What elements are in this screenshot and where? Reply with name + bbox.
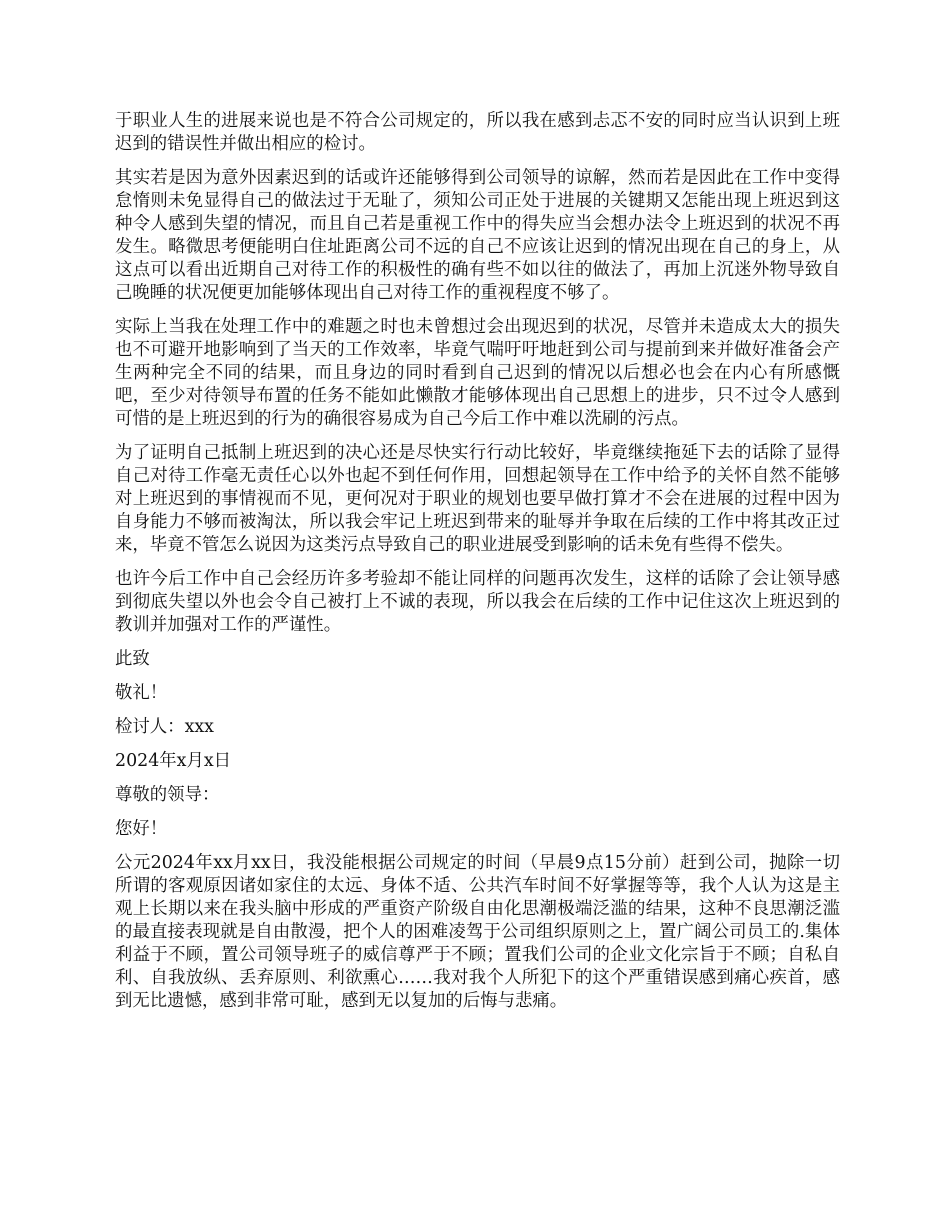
salutation-line: 尊敬的领导：: [115, 785, 220, 805]
document-page: [115, 110, 840, 1024]
closing-line-2: 敬礼！: [115, 683, 168, 703]
second-letter-body: 公元2024年xx月xx日，我没能根据公司规定的时间（早晨9点15分前）赶到公司，抛除一切所谓的客观原因诸如家住的太远、身体不适、公共汽车时间不好掌握等等，我个人认为这是主观上长期以来在我头脑中形成的严重资产阶级自由化思潮极端泛滥的结果，这种不良思潮泛滥的最直接表现就是自由散漫，把个人的困难凌驾于公司组织原则之上，置广阔公司员工的.集体利益于不顾，置公司领导班子的威信尊严于不顾；置我们公司的企业文化宗旨于不顾；自私自利、自我放纵、丢弃原则、利欲熏心……我对我个人所犯下的这个严重错误感到痛心疾首，感到无比遗憾，感到非常可耻，感到无以复加的后悔与悲痛。: [115, 853, 840, 1011]
paragraph-1: 于职业人生的进展来说也是不符合公司规定的，所以我在感到忐忑不安的同时应当认识到上班迟到的错误性并做出相应的检讨。: [115, 111, 840, 154]
date-line: 2024年x月x日: [115, 751, 232, 771]
greeting-line: 您好！: [115, 819, 168, 839]
closing-line-1: 此致: [115, 649, 150, 669]
paragraph-5: 也许今后工作中自己会经历许多考验却不能让同样的问题再次发生，这样的话除了会让领导感到彻底失望以外也会令自己被打上不诚的表现，所以我会在后续的工作中记住这次上班迟到的教训并加强对工作的严谨性。: [115, 569, 840, 635]
paragraph-4: 为了证明自己抵制上班迟到的决心还是尽快实行行动比较好，毕竟继续拖延下去的话除了显得自己对待工作毫无责任心以外也起不到任何作用，回想起领导在工作中给予的关怀自然不能够对上班迟到的事情视而不见，更何况对于职业的规划也要早做打算才不会在进展的过程中因为自身能力不够而被淘汰，所以我会牢记上班迟到带来的耻辱并争取在后续的工作中将其改正过来，毕竟不管怎么说因为这类污点导致自己的职业进展受到影响的话未免有些得不偿失。: [115, 443, 840, 555]
signer-line: 检讨人：xxx: [115, 717, 214, 737]
paragraph-3: 实际上当我在处理工作中的难题之时也未曾想过会出现迟到的状况，尽管并未造成太大的损失也不可避开地影响到了当天的工作效率，毕竟气喘吁吁地赶到公司与提前到来并做好准备会产生两种完全不同的结果，而且身边的同时看到自己迟到的情况以后想必也会在内心有所感慨吧，至少对待领导布置的任务不能如此懒散才能够体现出自己思想上的进步，只不过令人感到可惜的是上班迟到的行为的确很容易成为自己今后工作中难以洗刷的污点。: [115, 317, 840, 429]
paragraph-2: 其实若是因为意外因素迟到的话或许还能够得到公司领导的谅解，然而若是因此在工作中变得怠惰则未免显得自己的做法过于无耻了，须知公司正处于进展的关键期又怎能出现上班迟到这种令人感到失望的情况，而且自己若是重视工作中的得失应当会想办法令上班迟到的状况不再发生。略微思考便能明白住址距离公司不远的自己不应该让迟到的情况出现在自己的身上，从这点可以看出近期自己对待工作的积极性的确有些不如以往的做法了，再加上沉迷外物导致自己晚睡的状况便更加能够体现出自己对待工作的重视程度不够了。: [115, 168, 840, 303]
